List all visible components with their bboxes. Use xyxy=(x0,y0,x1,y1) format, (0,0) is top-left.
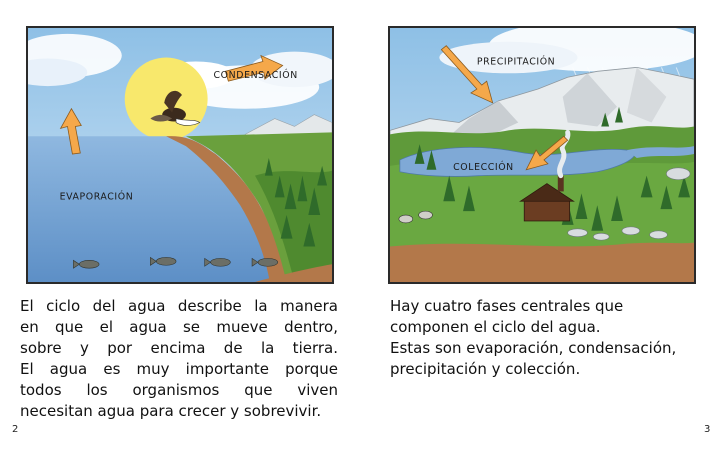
precipitation-scene xyxy=(390,28,694,282)
text-line: todos los organismos que viven xyxy=(20,381,338,399)
text-line: Estas son evaporación, condensación, xyxy=(390,339,677,357)
text-line: precipitación y colección. xyxy=(390,360,581,378)
text-line: El agua es muy importante porque xyxy=(20,360,338,378)
left-paragraph xyxy=(20,296,338,422)
right-paragraph xyxy=(390,296,708,380)
text-line: El ciclo del agua describe la manera xyxy=(20,297,338,315)
right-page xyxy=(362,0,723,450)
precipitation-illustration xyxy=(388,26,696,284)
text-line: sobre y por encima de la tierra. xyxy=(20,339,338,357)
text-line: componen el ciclo del agua. xyxy=(390,318,601,336)
text-line: necesitan agua para crecer y sobrevivir. xyxy=(20,402,322,420)
evaporation-illustration xyxy=(26,26,334,284)
collection-label: COLECCIÓN xyxy=(453,161,514,173)
text-line: Hay cuatro fases centrales que xyxy=(390,297,624,315)
page-number: 2 xyxy=(12,424,19,435)
evaporation-scene xyxy=(28,28,332,282)
left-page xyxy=(0,0,361,450)
precipitation-label: PRECIPITACIÓN xyxy=(476,56,556,68)
page-number: 3 xyxy=(704,424,711,435)
text-line: en que el agua se mueve dentro, xyxy=(20,318,338,336)
condensation-label: CONDENSACIÓN xyxy=(213,70,298,82)
evaporation-label: EVAPORACIÓN xyxy=(59,191,134,203)
